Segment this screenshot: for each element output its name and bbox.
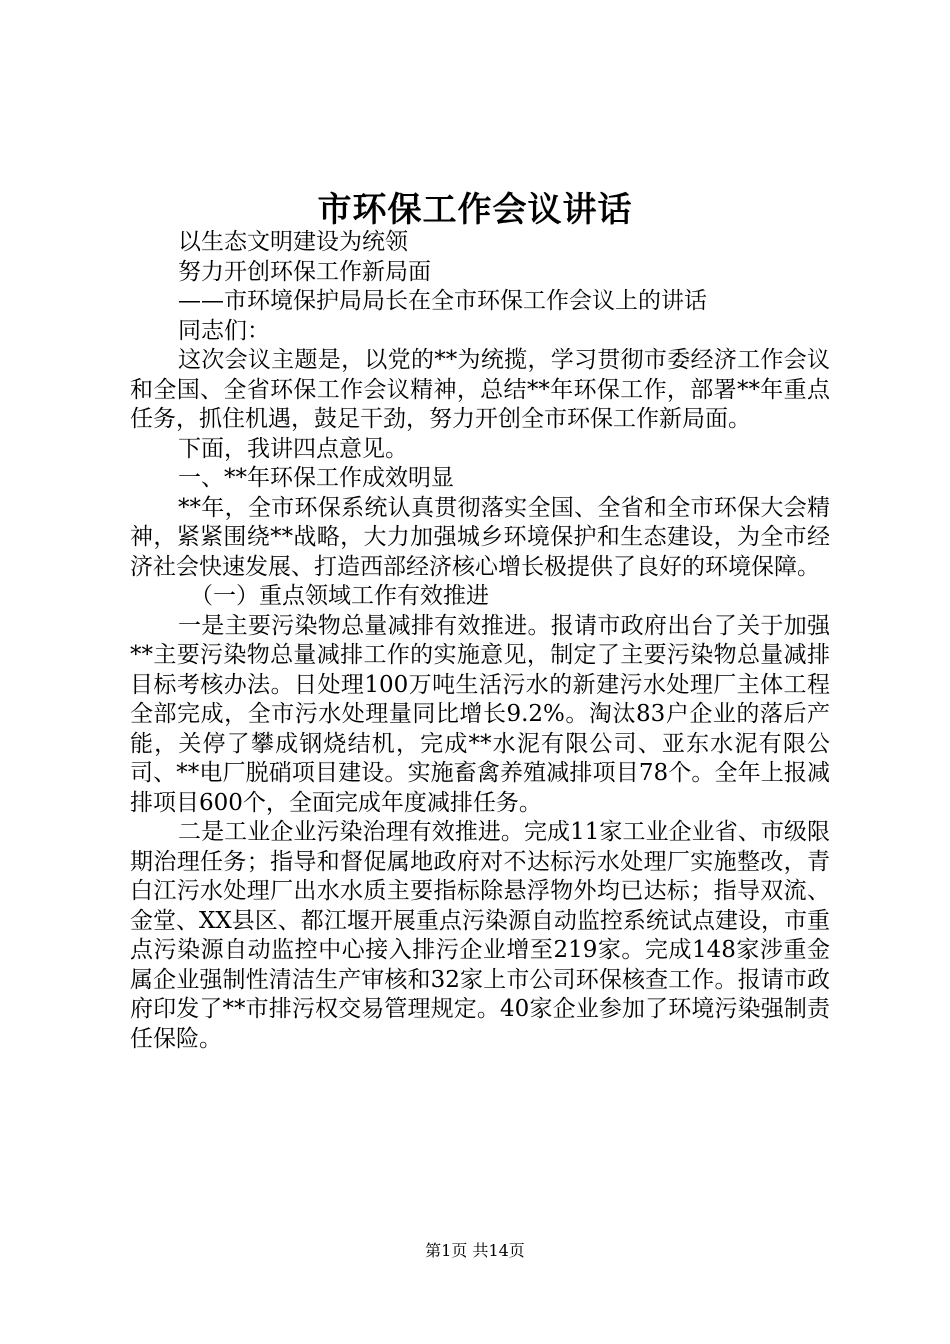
salutation: 同志们： [178, 317, 270, 344]
paragraph-industrial-pollution: 二是工业企业污染治理有效推进。完成11家工业企业省、市级限期治理任务；指导和督促属地政府对不达标污水处理厂实施整改，青白江污水处理厂出水水质主要指标除悬浮物外均已达标；指导双流、金堂、XX县区、都江堰开展重点污染源自动监控系统试点建设，市重点污染源自动监控中心接入排污企业增至219家。完成148家涉重金属企业强制性清洁生产审核和32家上市公司环保核查工作。报请市政府印发了**市排污权交易管理规定。40家企业参加了环境污染强制责任保险。 [130, 819, 830, 1052]
paragraph-intro: 这次会议主题是，以党的**为统揽，学习贯彻市委经济工作会议和全国、全省环保工作会议精神，总结**年环保工作，部署**年重点任务，抓住机遇，鼓足干劲，努力开创全市环保工作新局面。 [130, 347, 830, 432]
document-body [130, 228, 830, 1054]
page-footer: 第1页 共14页 [425, 1241, 525, 1260]
paragraph-emission-reduction: 一是主要污染物总量减排有效推进。报请市政府出台了关于加强**主要污染物总量减排工作的实施意见，制定了主要污染物总量减排目标考核办法。日处理100万吨生活污水的新建污水处理厂主体工程全部完成，全市污水处理量同比增长9.2%。淘汰83户企业的落后产能，关停了攀成钢烧结机，完成**水泥有限公司、亚东水泥有限公司、**电厂脱硝项目建设。实施畜禽养殖减排项目78个。全年上报减排项目600个，全面完成年度减排任务。 [130, 612, 830, 816]
subtitle-line-2: 努力开创环保工作新局面 [178, 258, 431, 285]
subsection-heading-1: （一）重点领域工作有效推进 [190, 583, 489, 609]
paragraph-outline: 下面，我讲四点意见。 [178, 435, 408, 462]
section-heading-1: 一、**年环保工作成效明显 [178, 465, 454, 491]
paragraph-summary: **年，全市环保系统认真贯彻落实全国、全省和全市环保大会精神，紧紧围绕**战略，大力加强城乡环境保护和生态建设，为全市经济社会快速发展、打造西部经济核心增长极提供了良好的环境保障。 [130, 494, 830, 580]
page-title: 市环保工作会议讲话 [317, 190, 633, 230]
subtitle-line-1: 以生态文明建设为统领 [178, 229, 408, 255]
speaker-line: ——市环境保护局局长在全市环保工作会议上的讲话 [178, 288, 707, 314]
